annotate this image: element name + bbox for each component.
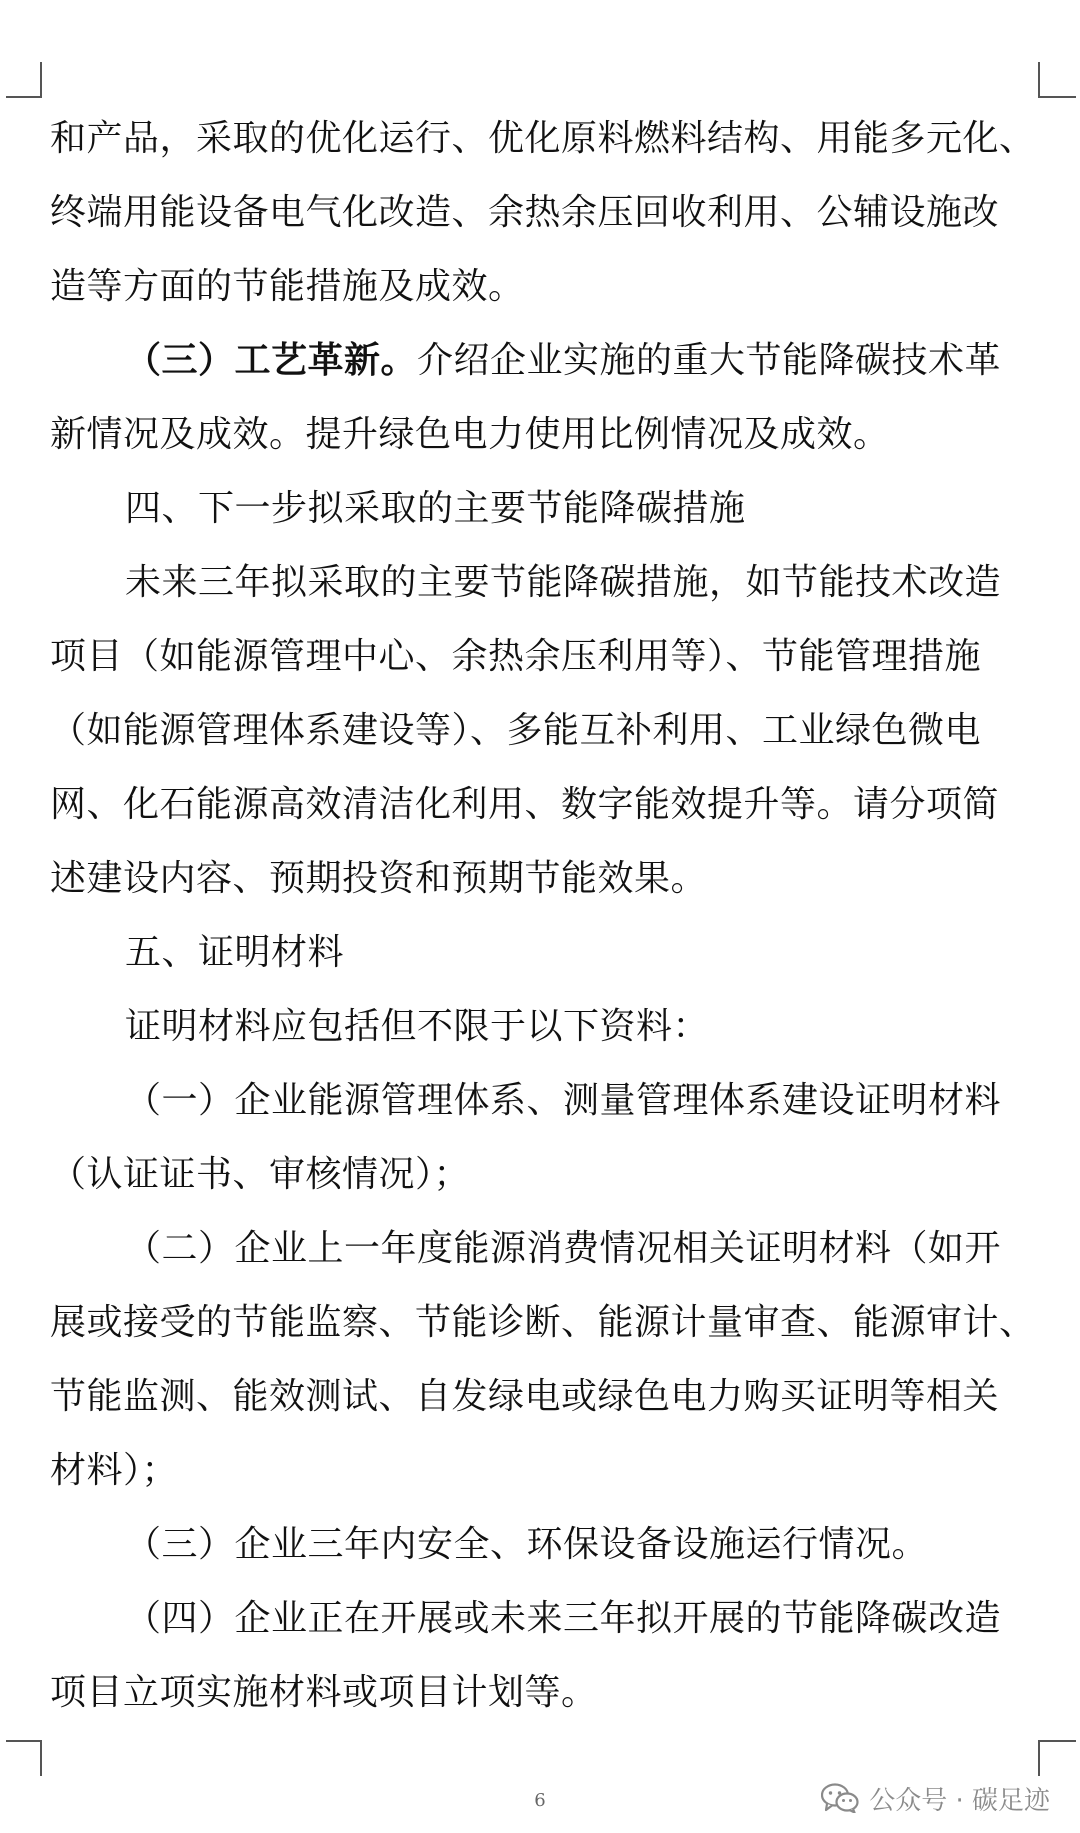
watermark-text: 公众号 · 碳足迹 [869,1785,1050,1816]
crop-mark-bottom-left-vertical [40,1740,42,1776]
item-2-line-4: 材料）； [50,1450,179,1491]
item-1-line-2: （认证证书、审核情况）； [50,1154,471,1195]
process-innovation-heading: （三）工艺革新。 [125,340,418,381]
paragraph-2-line-1 [50,324,1040,398]
crop-mark-top-left-vertical [40,62,42,98]
page-number: 6 [534,1790,546,1811]
paragraph-3-line-2: 项目（如能源管理中心、余热余压利用等）、节能管理措施 [50,636,982,677]
crop-mark-top-right-vertical [1038,62,1040,98]
crop-mark-bottom-right-vertical [1038,1740,1040,1776]
crop-mark-bottom-left-horizontal [6,1740,42,1742]
item-2-line-1: （二）企业上一年度能源消费情况相关证明材料（如开 [125,1228,1002,1269]
item-3: （三）企业三年内安全、环保设备设施运行情况。 [125,1524,929,1565]
paragraph-3-line-3: （如能源管理体系建设等）、多能互补利用、工业绿色微电 [50,710,982,751]
crop-mark-top-right-horizontal [1040,96,1076,98]
paragraph-3-line-1: 未来三年拟采取的主要节能降碳措施，如节能技术改造 [125,562,1002,603]
section-5-title: 五、证明材料 [125,932,345,973]
paragraph-2-line-1-rest: 介绍企业实施的重大节能降碳技术革 [417,340,1002,381]
paragraph-1-line-2: 终端用能设备电气化改造、余热余压回收利用、公辅设施改 [50,192,1000,233]
item-4-line-1: （四）企业正在开展或未来三年拟开展的节能降碳改造 [125,1598,1002,1639]
paragraph-3-line-4: 网、化石能源高效清洁化利用、数字能效提升等。请分项简 [50,784,1000,825]
wechat-icon [821,1783,859,1813]
section-4-title: 四、下一步拟采取的主要节能降碳措施 [125,488,746,529]
paragraph-3-line-5: 述建设内容、预期投资和预期节能效果。 [50,858,708,899]
crop-mark-bottom-right-horizontal [1040,1740,1076,1742]
item-4-line-2: 项目立项实施材料或项目计划等。 [50,1672,598,1713]
paragraph-4: 证明材料应包括但不限于以下资料： [125,1006,710,1047]
crop-mark-top-left-horizontal [6,96,42,98]
item-2-line-2: 展或接受的节能监察、节能诊断、能源计量审查、能源审计、 [50,1302,1036,1343]
item-1-line-1: （一）企业能源管理体系、测量管理体系建设证明材料 [125,1080,1002,1121]
paragraph-1-line-3: 造等方面的节能措施及成效。 [50,266,525,307]
paragraph-2-line-2: 新情况及成效。提升绿色电力使用比例情况及成效。 [50,414,890,455]
document-body [50,102,1040,1730]
paragraph-1-line-1: 和产品，采取的优化运行、优化原料燃料结构、用能多元化、 [50,118,1036,159]
item-2-line-3: 节能监测、能效测试、自发绿电或绿色电力购买证明等相关 [50,1376,1000,1417]
watermark [821,1778,1050,1818]
